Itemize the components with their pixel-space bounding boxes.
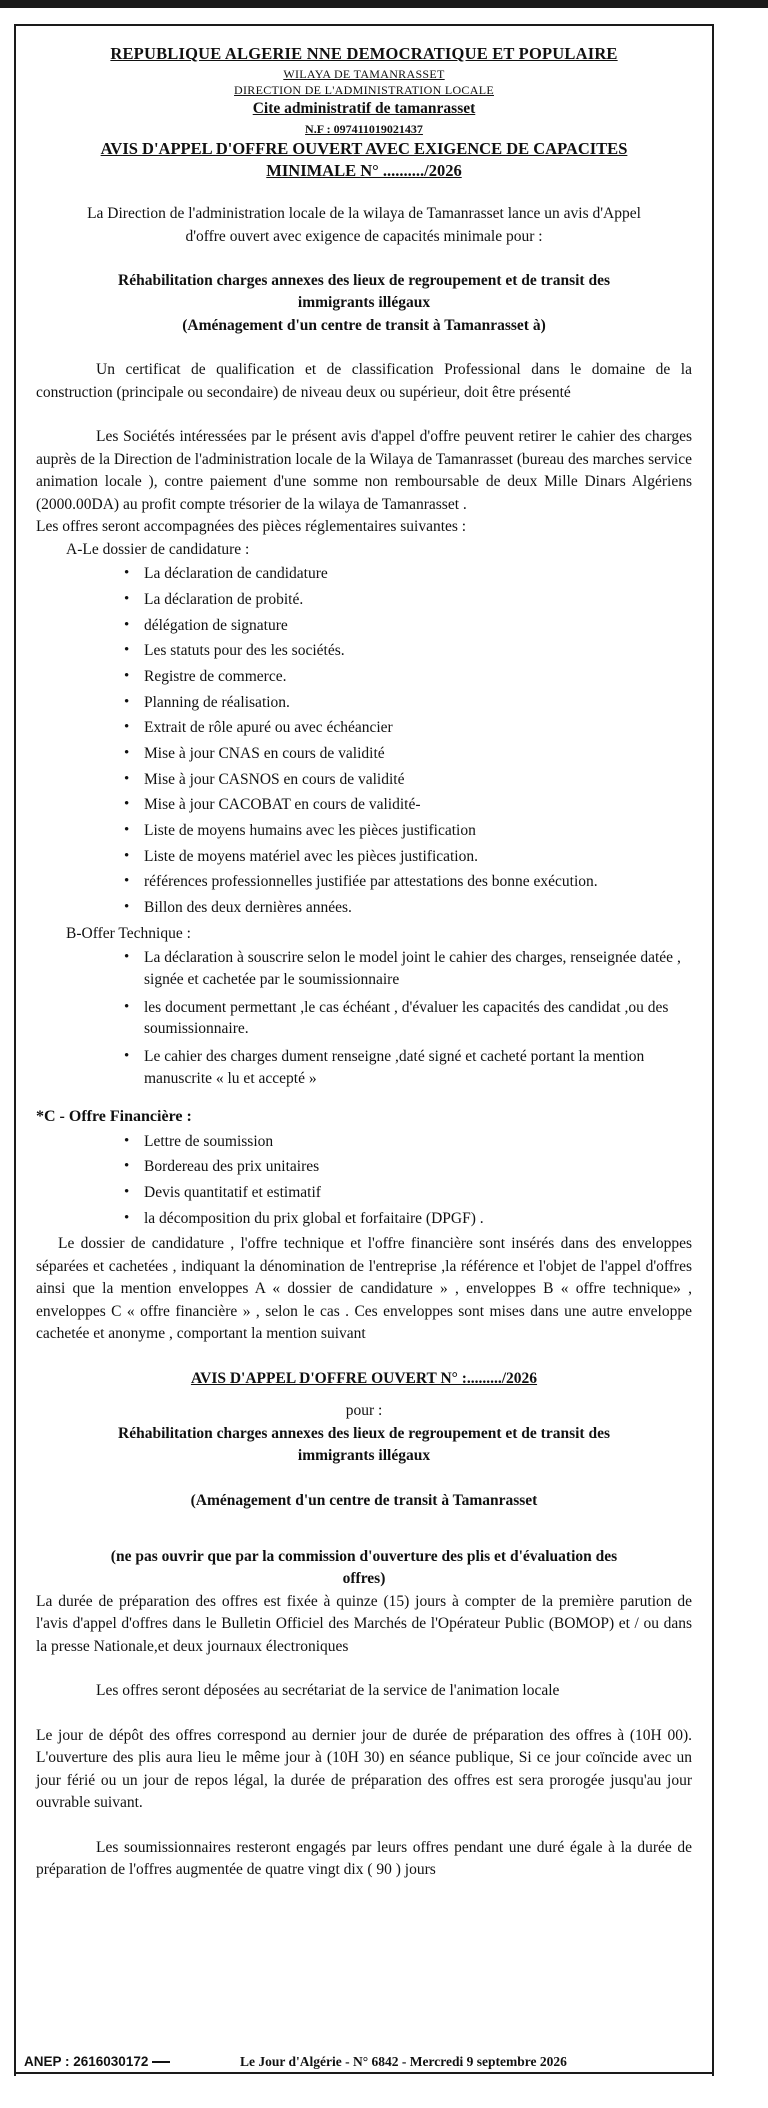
intro-paragraph: La Direction de l'administration locale de la wilaya de Tamanrasset lance un avis d'Appel d'offre ouvert avec exigence de capacités minimale pour :: [87, 205, 641, 245]
retrait-paragraph: Les Sociétés intéressées par le présent avis d'appel d'offre peuvent retirer le cahier des charges auprès de la Direction de l'administration locale de la Wilaya de Tamanrasset (bureau des marches service animation locale ), contre paiement d'une somme non remboursable de deux Mille Dinars Algériens (2000.00DA) au profit compte trésorier de la wilaya de Tamanrasset .: [36, 428, 692, 513]
jour-depot-paragraph: Le jour de dépôt des offres correspond au dernier jour de durée de préparation des offres à (10H 00). L'ouverture des plis aura lieu le même jour à (10H 30) en séance publique, Si ce jour coïncide avec un jour férié ou un jour de repos légal, la durée de préparation des offres est sera prorogée jusqu'au jour ouvrable suivant.: [36, 1726, 692, 1812]
journal-reference: Le Jour d'Algérie - N° 6842 - Mercredi 9 septembre 2026: [234, 2054, 573, 2070]
section-a-item: • Liste de moyens humains avec les pièces justification: [144, 820, 692, 842]
section-a-list: [36, 563, 692, 919]
notice-title-line2: MINIMALE N° ........../2026: [266, 160, 462, 180]
bottom-rule: [14, 2072, 714, 2074]
mention-pour: pour :: [345, 1402, 383, 1420]
nf-number: N.F : 097411019021437: [305, 121, 423, 136]
section-c-list: [36, 1131, 692, 1230]
project-title-line1: Réhabilitation charges annexes des lieux de regroupement et de transit des: [118, 271, 610, 289]
wilaya-header: WILAYA DE TAMANRASSET: [283, 66, 445, 81]
pieces-intro: Les offres seront accompagnées des pièces réglementaires suivantes :: [36, 518, 467, 536]
section-c-item: • la décomposition du prix global et forfaitaire (DPGF) .: [144, 1208, 692, 1230]
section-a-label: A-Le dossier de candidature :: [66, 540, 250, 558]
anep-text: ANEP : 2616030172: [24, 2054, 149, 2069]
section-c-item: • Devis quantitatif et estimatif: [144, 1182, 692, 1204]
section-b-label: B-Offer Technique :: [66, 924, 191, 942]
republic-header: REPUBLIQUE ALGERIE NNE DEMOCRATIQUE ET POPULAIRE: [110, 44, 618, 63]
footer-dash: [152, 2061, 170, 2063]
notice-title: [36, 138, 692, 181]
section-a-item: • La déclaration de probité.: [144, 589, 692, 611]
section-c-label: *C - Offre Financière :: [36, 1108, 192, 1126]
section-a-item: • Extrait de rôle apuré ou avec échéancier: [144, 717, 692, 739]
enveloppes-paragraph: Le dossier de candidature , l'offre technique et l'offre financière sont insérés dans des enveloppes séparées et cachetées , indiquant la dénomination de l'entreprise ,la référence et l'objet de l'appel d'offres ainsi que la mention enveloppes A « dossier de candidature » , enveloppes B « offre technique» , enveloppes C « offre financière » , selon le cas . Ces enveloppes sont mises dans une autre enveloppe cachetée et anonyme , comportant la mention suivant: [36, 1235, 692, 1343]
section-a-item: • La déclaration de candidature: [144, 563, 692, 585]
project-title: [36, 270, 692, 337]
mention-warning-line2: offres): [342, 1570, 386, 1588]
duree-paragraph: La durée de préparation des offres est fixée à quinze (15) jours à compter de la première parution de l'avis d'appel d'offres dans le Bulletin Officiel des Marchés de l'Opérateur Public (BOMOP) et / ou dans la presse Nationale,et deux journaux électroniques: [36, 1592, 692, 1655]
mention-project-line2: immigrants illégaux: [297, 1447, 431, 1465]
anep-reference: [24, 2054, 176, 2069]
section-b-item: • les document permettant ,le cas échéant , d'évaluer les capacités des candidat ,ou des soumissionnaire.: [144, 997, 692, 1040]
section-b-list: [36, 947, 692, 1089]
section-a-item: • références professionnelles justifiée par attestations des bonne exécution.: [144, 871, 692, 893]
section-a-item: • Mise à jour CASNOS en cours de validité: [144, 769, 692, 791]
mention-warning-line1: (ne pas ouvrir que par la commission d'ouverture des plis et d'évaluation des: [110, 1547, 618, 1565]
section-a-item: • Registre de commerce.: [144, 666, 692, 688]
section-a-item: • Les statuts pour des les sociétés.: [144, 640, 692, 662]
mention-title: AVIS D'APPEL D'OFFRE OUVERT N° :........./2026: [190, 1369, 538, 1387]
mention-warning: [36, 1546, 692, 1591]
certificate-paragraph: Un certificat de qualification et de classification Professional dans le domaine de la construction (principale ou secondaire) de niveau deux ou supérieur, doit être présenté: [36, 361, 692, 401]
project-subtitle: (Aménagement d'un centre de transit à Tamanrasset à): [182, 316, 546, 334]
cite-header: Cite administratif de tamanrasset: [252, 100, 476, 118]
direction-header: DIRECTION DE L'ADMINISTRATION LOCALE: [234, 83, 494, 98]
mention-project-line1: Réhabilitation charges annexes des lieux de regroupement et de transit des: [118, 1424, 610, 1442]
section-a-item: • Mise à jour CNAS en cours de validité: [144, 743, 692, 765]
section-b-item: • Le cahier des charges dument renseigne ,daté signé et cacheté portant la mention manuscrite « lu et accepté »: [144, 1046, 692, 1089]
depot-paragraph: Les offres seront déposées au secrétariat de la service de l'animation locale: [96, 1682, 560, 1700]
mention-subtitle: (Aménagement d'un centre de transit à Tamanrasset: [190, 1491, 538, 1509]
section-a-item: • Liste de moyens matériel avec les pièces justification.: [144, 846, 692, 868]
section-a-item: • délégation de signature: [144, 615, 692, 637]
notice-title-line1: AVIS D'APPEL D'OFFRE OUVERT AVEC EXIGENCE DE CAPACITES: [100, 139, 628, 159]
notice-content: [36, 42, 692, 1882]
top-border-strip: [0, 0, 768, 8]
section-c-item: • Bordereau des prix unitaires: [144, 1156, 692, 1178]
mention-project: [36, 1423, 692, 1468]
engagement-paragraph: Les soumissionnaires resteront engagés par leurs offres pendant une duré égale à la durée de préparation de l'offres augmentée de quatre vingt dix ( 90 ) jours: [36, 1838, 692, 1879]
section-a-item: • Billon des deux dernières années.: [144, 897, 692, 919]
section-a-item: • Mise à jour CACOBAT en cours de validité-: [144, 794, 692, 816]
section-a-item: • Planning de réalisation.: [144, 692, 692, 714]
section-b-item: • La déclaration à souscrire selon le model joint le cahier des charges, renseignée datée , signée et cachetée par le soumissionnaire: [144, 947, 692, 990]
project-title-line2: immigrants illégaux: [297, 294, 431, 312]
section-c-item: • Lettre de soumission: [144, 1131, 692, 1153]
